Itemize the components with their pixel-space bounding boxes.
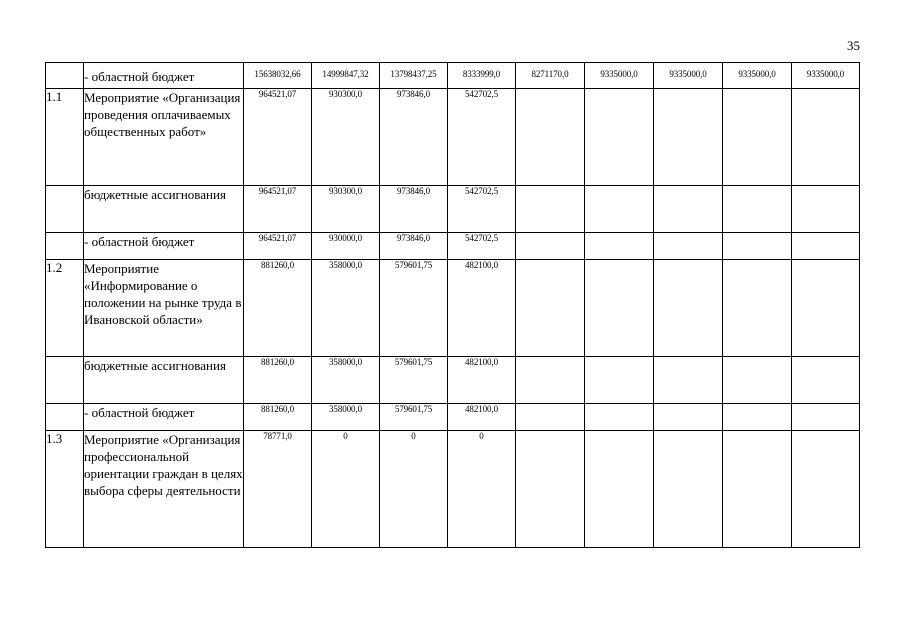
value-cell [723,357,792,404]
table-row [46,404,860,431]
value-cell: 9335000,0 [654,63,723,89]
value-cell: 78771,0 [244,431,312,548]
page-number: 35 [847,38,860,53]
value-cell [585,404,654,431]
value-cell [585,233,654,260]
value-cell [654,260,723,357]
table-row [46,260,860,357]
value-cell: 881260,0 [244,260,312,357]
value-cell: 358000,0 [312,357,380,404]
value-cell: 881260,0 [244,357,312,404]
value-cell: 0 [380,431,448,548]
value-cell: 15638032,66 [244,63,312,89]
value-cell: 9335000,0 [723,63,792,89]
value-cell: 0 [312,431,380,548]
value-cell: 964521,07 [244,233,312,260]
value-cell [516,186,585,233]
row-number: 1.3 [46,431,84,548]
value-cell [723,233,792,260]
value-cell: 9335000,0 [585,63,654,89]
value-cell: 542702,5 [448,89,516,186]
value-cell: 930300,0 [312,186,380,233]
value-cell: 881260,0 [244,404,312,431]
value-cell: 930000,0 [312,233,380,260]
table-row [46,89,860,186]
value-cell [723,89,792,186]
value-cell [654,357,723,404]
value-cell [792,431,860,548]
value-cell: 542702,5 [448,186,516,233]
row-name: Мероприятие «Организация профессиональной ориентации граждан в целях выбора сферы деятельности [84,431,244,548]
value-cell [792,186,860,233]
value-cell [516,431,585,548]
table-row [46,431,860,548]
value-cell [723,431,792,548]
table-row [46,233,860,260]
value-cell: 579601,75 [380,357,448,404]
value-cell: 579601,75 [380,404,448,431]
value-cell: 13798437,25 [380,63,448,89]
table-row [46,357,860,404]
row-number [46,186,84,233]
value-cell [654,186,723,233]
value-cell: 964521,07 [244,186,312,233]
value-cell [654,404,723,431]
row-name: Мероприятие «Организация проведения оплачиваемых общественных работ» [84,89,244,186]
value-cell [516,89,585,186]
value-cell [792,357,860,404]
value-cell: 482100,0 [448,260,516,357]
value-cell [654,233,723,260]
value-cell [723,186,792,233]
row-number: 1.2 [46,260,84,357]
value-cell: 973846,0 [380,233,448,260]
table-row [46,186,860,233]
value-cell [792,89,860,186]
row-name: Мероприятие «Информирование о положении на рынке труда в Ивановской области» [84,260,244,357]
value-cell [516,260,585,357]
row-number: 1.1 [46,89,84,186]
value-cell [723,260,792,357]
value-cell [585,186,654,233]
value-cell [585,89,654,186]
value-cell [792,233,860,260]
value-cell: 542702,5 [448,233,516,260]
value-cell [516,233,585,260]
value-cell: 579601,75 [380,260,448,357]
row-number [46,404,84,431]
value-cell: 9335000,0 [792,63,860,89]
value-cell: 930300,0 [312,89,380,186]
value-cell: 973846,0 [380,186,448,233]
row-number [46,63,84,89]
row-name: бюджетные ассигнования [84,186,244,233]
value-cell [516,404,585,431]
value-cell [516,357,585,404]
row-name: - областной бюджет [84,404,244,431]
row-number [46,357,84,404]
value-cell: 8333999,0 [448,63,516,89]
value-cell [723,404,792,431]
budget-table [45,62,860,548]
row-name: - областной бюджет [84,63,244,89]
value-cell [585,431,654,548]
row-number [46,233,84,260]
value-cell [585,357,654,404]
value-cell: 973846,0 [380,89,448,186]
value-cell: 358000,0 [312,260,380,357]
value-cell: 8271170,0 [516,63,585,89]
value-cell [654,431,723,548]
value-cell: 0 [448,431,516,548]
value-cell [654,89,723,186]
value-cell: 482100,0 [448,404,516,431]
row-name: бюджетные ассигнования [84,357,244,404]
budget-table-body [46,63,860,548]
table-row [46,63,860,89]
value-cell: 964521,07 [244,89,312,186]
value-cell: 358000,0 [312,404,380,431]
value-cell: 482100,0 [448,357,516,404]
row-name: - областной бюджет [84,233,244,260]
value-cell [792,260,860,357]
value-cell [585,260,654,357]
value-cell [792,404,860,431]
value-cell: 14999847,32 [312,63,380,89]
